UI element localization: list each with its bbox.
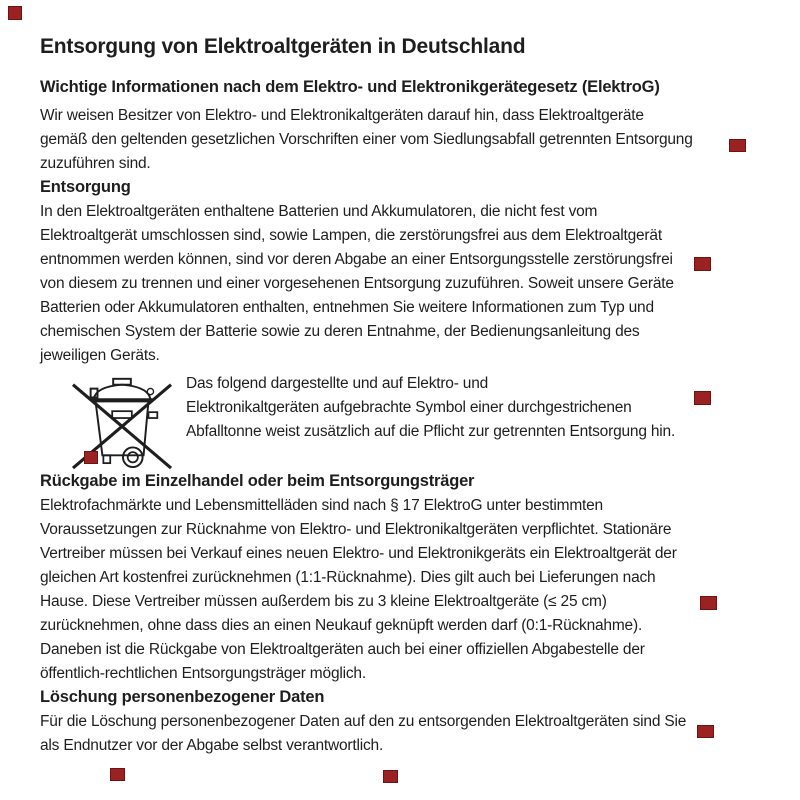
text-line: Daneben ist die Rückgabe von Elektroaltgeräten auch bei einer offiziellen Abgabestelle der xyxy=(40,641,645,658)
section-heading-entsorgung: Entsorgung xyxy=(40,178,131,196)
annotation-marker xyxy=(8,6,22,20)
weee-symbol-block xyxy=(40,370,760,470)
annotation-marker xyxy=(84,451,98,464)
text-line: Das folgend dargestellte und auf Elektro- und xyxy=(186,375,489,392)
text-line: Batterien oder Akkumulatoren enthalten, entnehmen Sie weitere Informationen zum Typ und xyxy=(40,299,654,316)
text-line: Voraussetzungen zur Rücknahme von Elektro- und Elektronikaltgeräten verpflichtet. Stationäre xyxy=(40,521,672,538)
loeschung-paragraph xyxy=(40,710,760,758)
text-line: Elektronikaltgeräten aufgebrachte Symbol einer durchgestrichenen xyxy=(186,399,632,416)
annotation-marker xyxy=(383,770,398,783)
text-line: Vertreiber müssen bei Verkauf eines neuen Elektro- und Elektronikgeräts ein Elektroaltgerät der xyxy=(40,545,677,562)
intro-paragraph xyxy=(40,104,760,176)
text-line: Für die Löschung personenbezogener Daten auf den zu entsorgenden Elektroaltgeräten sind Sie xyxy=(40,713,687,730)
page-subtitle: Wichtige Informationen nach dem Elektro- und Elektronikgerätegesetz (ElektroG) xyxy=(40,78,660,96)
text-line: chemischen System der Batterie sowie zu deren Entnahme, der Bedienungsanleitung des xyxy=(40,323,640,340)
text-line: gleichen Art kostenfrei zurücknehmen (1:1-Rücknahme). Dies gilt auch bei Lieferungen nach xyxy=(40,569,656,586)
text-line: öffentlich-rechtlichen Entsorgungsträger möglich. xyxy=(40,665,366,682)
text-line: entnommen werden können, sind vor deren Abgabe an einer Entsorgungsstelle zerstörungsfrei xyxy=(40,251,673,268)
text-line: In den Elektroaltgeräten enthaltene Batterien und Akkumulatoren, die nicht fest vom xyxy=(40,203,598,220)
rueckgabe-paragraph-2 xyxy=(40,638,760,686)
annotation-marker xyxy=(697,725,714,738)
text-line: als Endnutzer vor der Abgabe selbst verantwortlich. xyxy=(40,737,384,754)
text-line: gemäß den geltenden gesetzlichen Vorschriften einer vom Siedlungsabfall getrennten Entsorgung xyxy=(40,131,693,148)
text-line: zurücknehmen, ohne dass dies an einen Neukauf geknüpft werden darf (0:1-Rücknahme). xyxy=(40,617,643,634)
rueckgabe-paragraph-1 xyxy=(40,494,760,638)
section-heading-rueckgabe: Rückgabe im Einzelhandel oder beim Entsorgungsträger xyxy=(40,472,475,490)
text-line: jeweiligen Geräts. xyxy=(40,347,160,364)
annotation-marker xyxy=(729,139,746,152)
text-line: von diesem zu trennen und einer vorgesehenen Entsorgung zuzuführen. Soweit unsere Geräte xyxy=(40,275,674,292)
text-line: Elektroaltgerät umschlossen sind, sowie Lampen, die zerstörungsfrei aus dem Elektroaltgerät xyxy=(40,227,662,244)
annotation-marker xyxy=(110,768,125,781)
page-title: Entsorgung von Elektroaltgeräten in Deutschland xyxy=(40,35,526,58)
text-line: Wir weisen Besitzer von Elektro- und Elektronikaltgeräten darauf hin, dass Elektroaltgeräte xyxy=(40,107,644,124)
entsorgung-paragraph xyxy=(40,200,760,368)
section-heading-loeschung: Löschung personenbezogener Daten xyxy=(40,688,325,706)
text-line: Abfalltonne weist zusätzlich auf die Pflicht zur getrennten Entsorgung hin. xyxy=(186,423,676,440)
text-line: Hause. Diese Vertreiber müssen außerdem bis zu 3 kleine Elektroaltgeräte (≤ 25 cm) xyxy=(40,593,607,610)
symbol-caption xyxy=(186,370,675,444)
annotation-marker xyxy=(700,596,717,610)
text-line: Elektrofachmärkte und Lebensmittelläden sind nach § 17 ElektroG unter bestimmten xyxy=(40,497,603,514)
annotation-marker xyxy=(694,257,711,271)
text-line: zuzuführen sind. xyxy=(40,155,151,172)
annotation-marker xyxy=(694,391,711,405)
